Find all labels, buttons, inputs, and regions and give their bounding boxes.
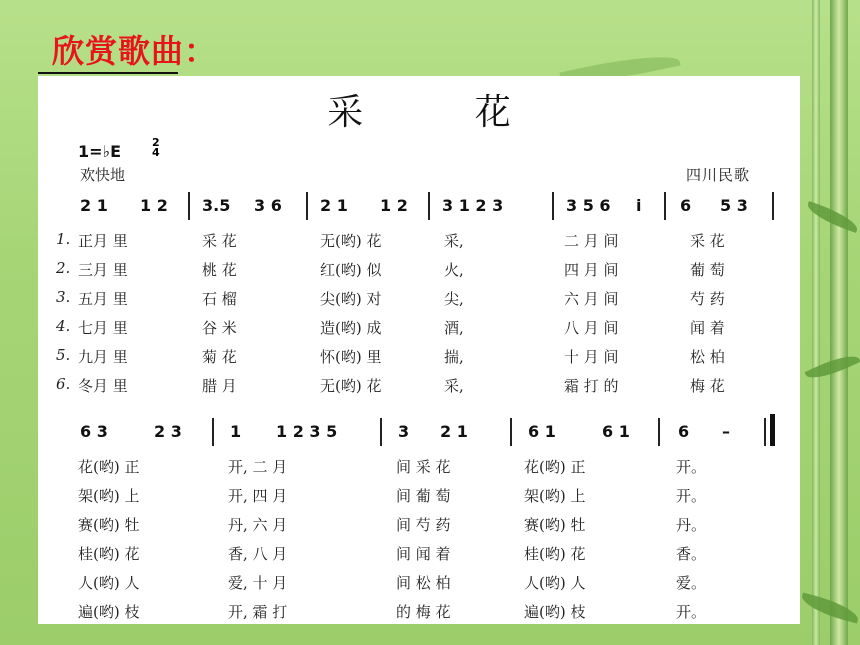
bar-line <box>552 192 554 220</box>
note-group: 3 6 <box>254 196 282 215</box>
lyric: 间 闻 着 <box>396 545 451 563</box>
note-group: 2 1 <box>320 196 348 215</box>
bar-line <box>428 192 430 220</box>
lyric: 开, 四 月 <box>228 487 288 505</box>
verse-number: 2. <box>56 259 71 277</box>
lyric: 爱, 十 月 <box>228 574 288 592</box>
bar-line <box>764 418 766 446</box>
bar-line <box>664 192 666 220</box>
bar-line <box>306 192 308 220</box>
note-group: 2 1 <box>80 196 108 215</box>
lyric: 间 葡 萄 <box>396 487 451 505</box>
note-group: 6 1 <box>602 422 630 441</box>
lyric: 人(哟) 人 <box>78 574 140 592</box>
lyrics-line <box>56 346 786 372</box>
lyric: 五月 里 <box>78 290 128 308</box>
note-group: 3 <box>398 422 410 441</box>
lyric: 霜 打 的 <box>564 377 619 395</box>
note-group: 3 5 6 <box>566 196 611 215</box>
tempo-marking: 欢快地 <box>80 166 126 184</box>
verse-number: 3. <box>56 288 71 306</box>
lyric: 赛(哟) 牡 <box>524 516 586 534</box>
lyric: 采, <box>444 232 464 250</box>
lyric: 采 花 <box>202 232 237 250</box>
title-underline <box>38 72 178 74</box>
lyric: 桃 花 <box>202 261 237 279</box>
lyric: 酒, <box>444 319 464 337</box>
lyric: 架(哟) 上 <box>524 487 586 505</box>
lyric: 花(哟) 正 <box>524 458 586 476</box>
lyric: 造(哟) 成 <box>320 319 382 337</box>
lyric: 爱。 <box>676 574 707 592</box>
lyric: 丹, 六 月 <box>228 516 288 534</box>
bamboo-stalk-decoration <box>830 0 848 645</box>
time-bottom: 4 <box>152 146 160 159</box>
lyric: 香, 八 月 <box>228 545 288 563</box>
lyric: 无(哟) 花 <box>320 377 382 395</box>
note-group: – <box>722 422 730 441</box>
lyric: 芍 药 <box>690 290 725 308</box>
lyric: 八 月 间 <box>564 319 619 337</box>
lyric: 葡 萄 <box>690 261 725 279</box>
lyric: 开, 霜 打 <box>228 603 288 621</box>
lyric: 间 松 柏 <box>396 574 451 592</box>
lyric: 火, <box>444 261 464 279</box>
lyric: 桂(哟) 花 <box>78 545 140 563</box>
lyric: 香。 <box>676 545 707 563</box>
note-group: 3.5 <box>202 196 231 215</box>
lyric: 无(哟) 花 <box>320 232 382 250</box>
notation-row <box>80 194 780 220</box>
bamboo-stalk-decoration <box>812 0 820 645</box>
lyric: 赛(哟) 牡 <box>78 516 140 534</box>
verse-number: 5. <box>56 346 71 364</box>
lyric: 间 采 花 <box>396 458 451 476</box>
lyric: 开。 <box>676 487 707 505</box>
lyric: 揣, <box>444 348 464 366</box>
lyrics-line <box>56 375 786 401</box>
note-group: i <box>636 196 642 215</box>
lyric: 人(哟) 人 <box>524 574 586 592</box>
bar-line <box>380 418 382 446</box>
lyric: 闻 着 <box>690 319 725 337</box>
lyrics-line <box>56 456 786 482</box>
verse-number: 6. <box>56 375 71 393</box>
lyric: 架(哟) 上 <box>78 487 140 505</box>
lyric: 桂(哟) 花 <box>524 545 586 563</box>
lyric: 石 榴 <box>202 290 237 308</box>
lyrics-line <box>56 485 786 511</box>
end-bar-line <box>770 414 775 446</box>
lyric: 花(哟) 正 <box>78 458 140 476</box>
lyric: 六 月 间 <box>564 290 619 308</box>
lyrics-line <box>56 230 786 256</box>
note-group: 6 3 <box>80 422 108 441</box>
lyrics-line <box>56 259 786 285</box>
lyric: 九月 里 <box>78 348 128 366</box>
note-group: 5 3 <box>720 196 748 215</box>
lyric: 的 梅 花 <box>396 603 451 621</box>
note-group: 3 1 2 3 <box>442 196 504 215</box>
bar-line <box>658 418 660 446</box>
lyrics-line <box>56 514 786 540</box>
lyric: 采, <box>444 377 464 395</box>
lyric: 三月 里 <box>78 261 128 279</box>
verse-number: 1. <box>56 230 71 248</box>
lyric: 开。 <box>676 603 707 621</box>
lyric: 谷 米 <box>202 319 237 337</box>
lyric: 菊 花 <box>202 348 237 366</box>
lyric: 间 芍 药 <box>396 516 451 534</box>
note-group: 6 <box>680 196 692 215</box>
note-group: 2 1 <box>440 422 468 441</box>
bar-line <box>212 418 214 446</box>
bar-line <box>772 192 774 220</box>
lyric: 梅 花 <box>690 377 725 395</box>
slide-title: 欣赏歌曲： <box>52 32 218 70</box>
note-group: 1 2 <box>140 196 168 215</box>
bar-line <box>188 192 190 220</box>
lyric: 丹。 <box>676 516 707 534</box>
lyrics-line <box>56 572 786 598</box>
note-group: 2 3 <box>154 422 182 441</box>
lyric: 采 花 <box>690 232 725 250</box>
lyrics-line <box>56 543 786 569</box>
lyric: 腊 月 <box>202 377 237 395</box>
key-signature: 1=♭E <box>78 142 122 161</box>
sheet-music <box>38 76 800 624</box>
lyric: 松 柏 <box>690 348 725 366</box>
lyric: 开。 <box>676 458 707 476</box>
lyric: 二 月 间 <box>564 232 619 250</box>
lyric: 尖(哟) 对 <box>320 290 382 308</box>
lyric: 开, 二 月 <box>228 458 288 476</box>
lyric: 怀(哟) 里 <box>320 348 382 366</box>
lyric: 尖, <box>444 290 464 308</box>
lyric: 遍(哟) 枝 <box>524 603 586 621</box>
song-title: 采 花 <box>327 92 561 133</box>
song-origin: 四川民歌 <box>686 166 751 184</box>
time-top: 2 <box>152 136 160 149</box>
note-group: 1 2 3 5 <box>276 422 338 441</box>
lyric: 四 月 间 <box>564 261 619 279</box>
notation-row <box>80 420 780 446</box>
lyrics-line <box>56 601 786 627</box>
lyric: 十 月 间 <box>564 348 619 366</box>
time-signature <box>152 138 160 158</box>
bar-line <box>510 418 512 446</box>
note-group: 6 <box>678 422 690 441</box>
note-group: 1 <box>230 422 242 441</box>
note-group: 1 2 <box>380 196 408 215</box>
lyrics-line <box>56 288 786 314</box>
note-group: 6 1 <box>528 422 556 441</box>
lyric: 冬月 里 <box>78 377 128 395</box>
verse-number: 4. <box>56 317 71 335</box>
lyric: 七月 里 <box>78 319 128 337</box>
lyric: 遍(哟) 枝 <box>78 603 140 621</box>
lyric: 正月 里 <box>78 232 128 250</box>
lyric: 红(哟) 似 <box>320 261 382 279</box>
lyrics-line <box>56 317 786 343</box>
